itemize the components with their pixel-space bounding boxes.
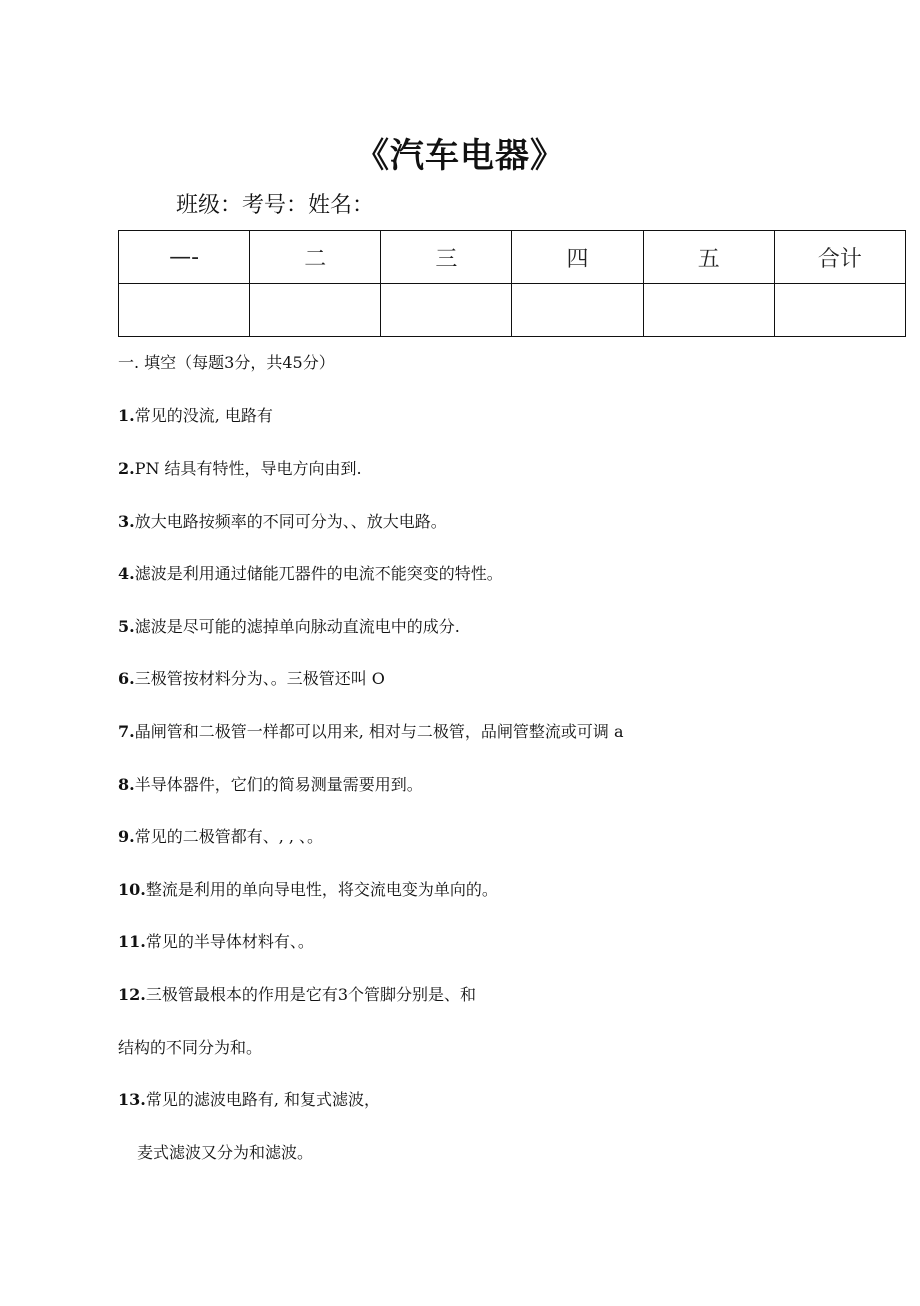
question-text: 常见的没流, 电路有	[134, 406, 273, 425]
score-cell	[381, 284, 512, 337]
section-heading: 一. 填空（每题3分，共45分）	[118, 353, 335, 372]
question-item	[118, 614, 460, 637]
question-text: 半导体器件，它们的简易测量需要用到。	[134, 775, 423, 794]
score-header-cell: 四	[512, 231, 643, 284]
question-number: 9.	[118, 827, 135, 846]
question-item	[118, 772, 423, 795]
question-number: 11.	[118, 932, 146, 951]
question-text: PN 结具有特性，导电方向由到.	[134, 459, 362, 478]
question-number: 8.	[118, 775, 135, 794]
question-number: 5.	[118, 617, 135, 636]
question-number: 13.	[118, 1090, 146, 1109]
score-header-cell: —-	[119, 231, 250, 284]
question-text: 常见的二极管都有、, , 、。	[134, 827, 324, 846]
score-header-cell: 二	[250, 231, 381, 284]
question-item	[118, 929, 314, 952]
score-header-cell: 三	[381, 231, 512, 284]
score-header-cell: 合计	[774, 231, 905, 284]
question-number: 4.	[118, 564, 135, 583]
question-item	[118, 509, 447, 532]
question-text: 滤波是尽可能的滤掉单向脉动直流电中的成分.	[134, 617, 460, 636]
score-cell	[774, 284, 905, 337]
score-cell	[512, 284, 643, 337]
question-item	[118, 1087, 380, 1110]
question-text: 常见的半导体材料有、。	[145, 932, 314, 951]
score-header-cell: 五	[643, 231, 774, 284]
score-table-score-row	[119, 284, 906, 337]
question-text: 晶闸管和二极管一样都可以用来, 相对与二极管，品闸管整流或可调 a	[134, 722, 624, 741]
score-cell	[250, 284, 381, 337]
question-number: 12.	[118, 985, 146, 1004]
score-table	[118, 230, 906, 337]
question-number: 7.	[118, 722, 135, 741]
question-text: 整流是利用的单向导电性，将交流电变为单向的。	[145, 880, 498, 899]
score-table-header-row	[119, 231, 906, 284]
question-continuation: 结构的不同分为和。	[118, 1038, 263, 1057]
question-item	[118, 877, 498, 900]
question-item	[118, 561, 503, 584]
score-cell	[643, 284, 774, 337]
score-cell	[119, 284, 250, 337]
question-text: 常见的滤波电路有, 和复式滤波，	[145, 1090, 381, 1109]
question-item	[118, 666, 385, 689]
question-text: 三极管最根本的作用是它有3个管脚分别是、和	[145, 985, 477, 1004]
question-item	[118, 456, 362, 479]
question-item	[118, 719, 624, 742]
question-continuation: 麦式滤波又分为和滤波。	[137, 1143, 314, 1162]
question-item	[118, 403, 273, 426]
student-info-line: 班级：考号：姓名：	[176, 193, 375, 218]
question-text: 三极管按材料分为、。三极管还叫 O	[134, 669, 385, 688]
question-item	[118, 824, 323, 847]
question-number: 6.	[118, 669, 135, 688]
question-number: 1.	[118, 406, 135, 425]
question-number: 10.	[118, 880, 146, 899]
exam-title: 《汽车电器》	[355, 136, 565, 176]
question-text: 滤波是利用通过储能兀器件的电流不能突变的特性。	[134, 564, 503, 583]
question-number: 3.	[118, 512, 135, 531]
question-number: 2.	[118, 459, 135, 478]
question-text: 放大电路按频率的不同可分为、、放大电路。	[134, 512, 447, 531]
question-item	[118, 982, 476, 1005]
